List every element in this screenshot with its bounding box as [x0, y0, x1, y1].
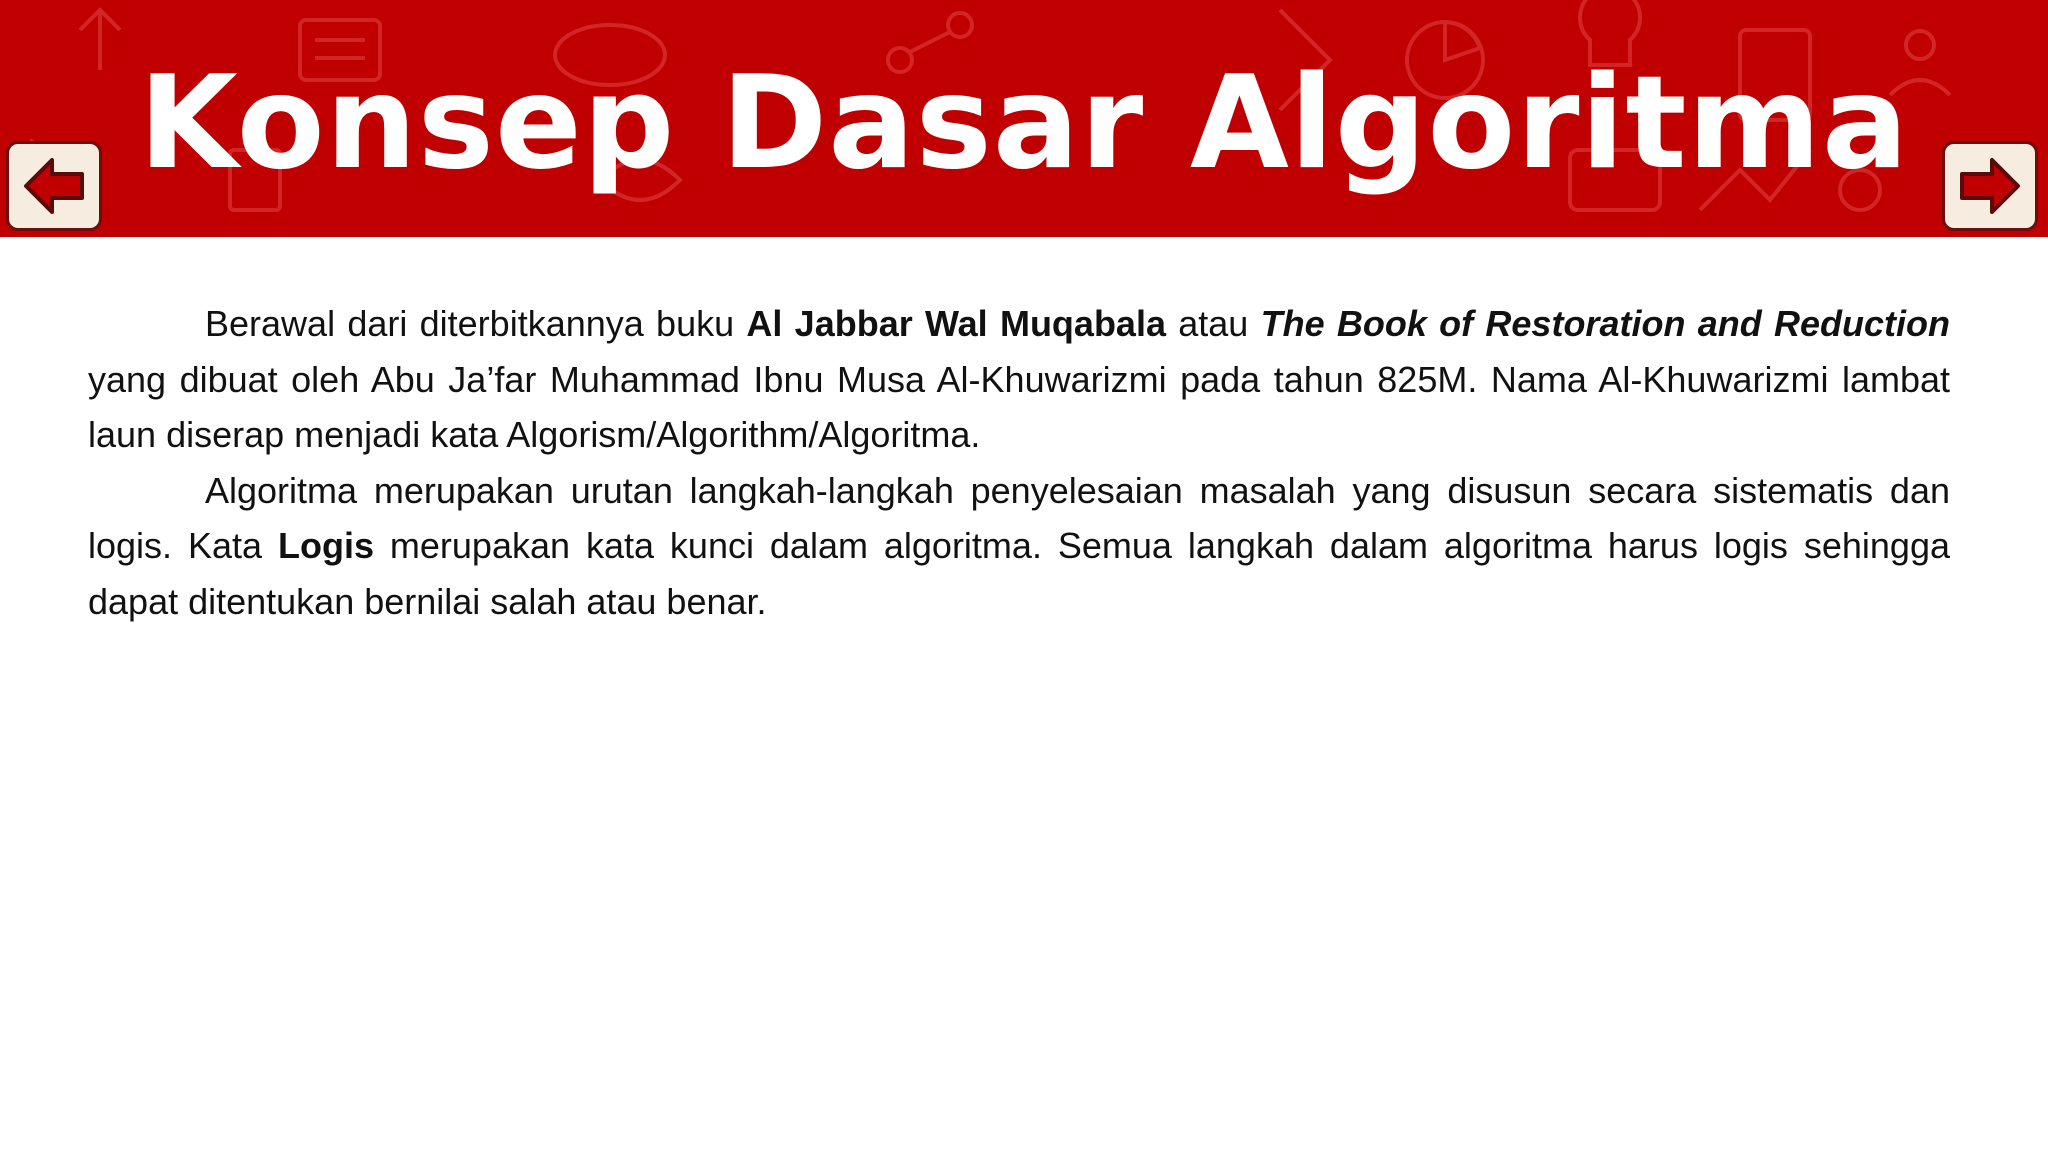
- next-slide-button[interactable]: [1942, 141, 2038, 231]
- slide-body: [88, 296, 1950, 629]
- book-title-arabic: Al Jabbar Wal Muqabala: [746, 303, 1166, 344]
- keyword-logis: Logis: [277, 525, 374, 566]
- paragraph-history-text-2: atau: [1165, 303, 1261, 344]
- paragraph-history-text-3: yang dibuat oleh Abu Ja’far Muhammad Ibnu Musa Al-Khuwarizmi pada tahun 825M. Nama Al-Khuwarizmi lambat laun diserap menjadi kata Algorism/Algorithm/Algoritma.: [88, 358, 1950, 455]
- slide-header: [0, 0, 2048, 237]
- paragraph-definition: [88, 463, 1950, 630]
- book-title-english: The Book of Restoration and Reduction: [1260, 303, 1950, 344]
- paragraph-history: [88, 296, 1950, 463]
- slide-title: Konsep Dasar Algoritma: [138, 49, 1910, 198]
- paragraph-definition-text-2: merupakan kata kunci dalam algoritma. Semua langkah dalam algoritma harus logis sehingga dapat ditentukan bernilai salah atau benar.: [88, 525, 1950, 622]
- paragraph-definition-text-1: Algoritma merupakan urutan langkah-langkah penyelesaian masalah yang disusun secara sistematis dan logis. Kata: [88, 469, 1950, 566]
- arrow-right-icon: [1958, 156, 2022, 216]
- paragraph-history-text-1: Berawal dari diterbitkannya buku: [205, 303, 747, 344]
